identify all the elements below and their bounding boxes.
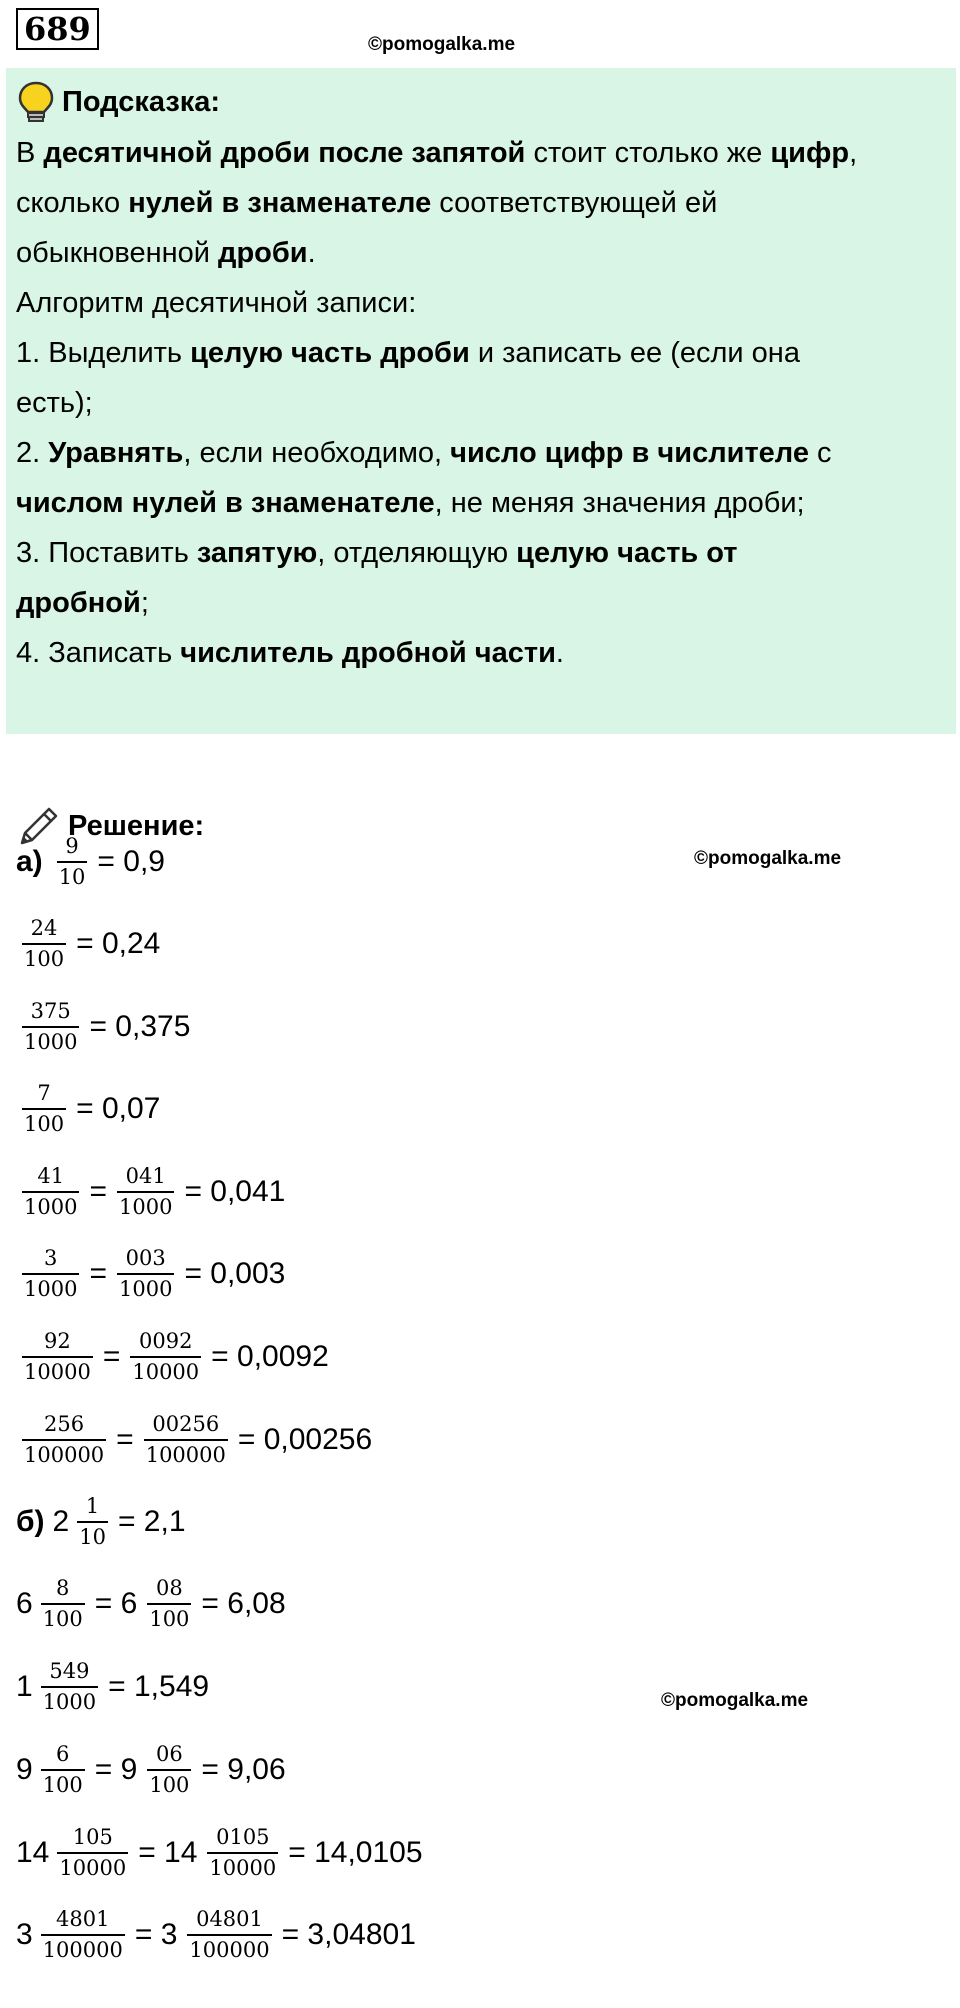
solution-row	[16, 1901, 420, 1969]
numerator: 24	[30, 916, 58, 940]
equation-text: = 0,9	[97, 845, 165, 878]
hint-bold-text: дробной	[16, 587, 141, 619]
numerator: 105	[72, 1825, 113, 1849]
numerator: 1	[85, 1494, 100, 1518]
equation-text: =	[89, 1257, 107, 1290]
hint-line	[16, 378, 946, 428]
fraction	[147, 1744, 191, 1796]
hint-text-segment: 4. Записать	[16, 637, 181, 669]
hint-title: Подсказка:	[62, 85, 221, 118]
equation-text: = 6,08	[201, 1587, 286, 1620]
hint-text-segment: есть);	[16, 387, 93, 419]
solution-row	[16, 1736, 290, 1804]
solution-row	[16, 910, 164, 978]
fraction	[22, 1083, 66, 1135]
hint-text-segment: и записать ее (если она	[469, 337, 800, 369]
lightbulb-icon	[16, 80, 56, 124]
equation-text: = 9,06	[201, 1753, 286, 1786]
fraction	[22, 1166, 79, 1218]
hint-bold-text: цифр	[770, 137, 850, 169]
hint-line	[16, 628, 946, 678]
denominator: 100	[41, 1603, 85, 1630]
numerator: 08	[156, 1576, 183, 1600]
watermark: ©pomogalka.me	[368, 34, 516, 55]
whole-part: 14	[16, 1836, 50, 1869]
hint-text-segment: В	[16, 137, 44, 169]
problem-number: 689	[16, 8, 99, 50]
hint-text-segment: 3. Поставить	[16, 537, 197, 569]
numerator: 0092	[139, 1329, 193, 1353]
equation-text: = 0,0092	[211, 1340, 329, 1373]
equation-text: = 0,041	[184, 1175, 286, 1208]
numerator: 9	[65, 834, 79, 858]
hint-bold-text: Уравнять	[48, 437, 184, 469]
numerator: 6	[56, 1742, 70, 1766]
denominator: 1000	[117, 1191, 174, 1218]
numerator: 8	[56, 1576, 70, 1600]
hint-line	[16, 578, 946, 628]
numerator: 04801	[196, 1907, 263, 1931]
fraction	[77, 1496, 108, 1548]
equation-text: = 3	[134, 1918, 178, 1951]
numerator: 0105	[216, 1825, 270, 1849]
numerator: 375	[30, 999, 71, 1023]
hint-text-segment: 1. Выделить	[16, 337, 191, 369]
whole-part: 6	[16, 1587, 33, 1620]
solution-row	[16, 828, 169, 896]
equation-text: = 0,00256	[237, 1423, 373, 1456]
whole-part: 3	[16, 1918, 33, 1951]
hint-bold-text: числом нулей в знаменателе	[16, 487, 435, 519]
hint-bold-text: целую часть дроби	[190, 337, 470, 369]
hint-text-segment: ;	[140, 587, 149, 619]
denominator: 10000	[207, 1852, 278, 1879]
fraction	[57, 836, 88, 888]
fraction	[22, 1331, 93, 1383]
numerator: 41	[37, 1164, 65, 1188]
fraction	[147, 1578, 191, 1630]
denominator: 1000	[22, 1273, 79, 1300]
equation-text: =	[116, 1423, 134, 1456]
hint-text-segment: .	[555, 637, 564, 669]
fraction	[22, 1414, 106, 1466]
fraction	[57, 1827, 128, 1879]
equation-text: = 9	[94, 1753, 138, 1786]
denominator: 100	[22, 943, 66, 970]
hint-bold-text: целую часть от	[516, 537, 738, 569]
solution-row	[16, 1406, 376, 1474]
denominator: 10	[77, 1521, 108, 1548]
numerator: 041	[125, 1164, 166, 1188]
hint-line	[16, 428, 946, 478]
fraction	[41, 1578, 85, 1630]
solution-row	[16, 1323, 333, 1391]
denominator: 10000	[130, 1356, 201, 1383]
whole-part: 2	[52, 1505, 70, 1538]
denominator: 1000	[22, 1026, 79, 1053]
denominator: 100	[147, 1769, 191, 1796]
denominator: 100	[22, 1108, 66, 1135]
denominator: 100000	[187, 1934, 271, 1961]
solution-row	[16, 1488, 190, 1556]
solution-row	[16, 1075, 164, 1143]
solution-row	[16, 993, 194, 1061]
hint-text	[16, 128, 946, 678]
numerator: 00256	[152, 1412, 220, 1436]
fraction	[187, 1909, 271, 1961]
hint-text-segment: , не меняя значения дроби;	[434, 487, 805, 519]
hint-text-segment: .	[307, 237, 316, 269]
equation-text: = 0,07	[76, 1092, 161, 1125]
denominator: 10	[57, 861, 88, 888]
equation-text: = 0,003	[184, 1257, 286, 1290]
fraction	[130, 1331, 201, 1383]
hint-text-segment: , отделяющую	[317, 537, 517, 569]
denominator: 100	[147, 1603, 191, 1630]
hint-bold-text: число цифр в числителе	[450, 437, 809, 469]
fraction	[41, 1661, 98, 1713]
solution-title: Решение:	[68, 809, 205, 842]
fraction	[22, 918, 66, 970]
hint-text-segment: , если необходимо,	[183, 437, 451, 469]
fraction	[22, 1001, 79, 1053]
hint-text-segment: Алгоритм десятичной записи:	[16, 287, 417, 319]
watermark: ©pomogalka.me	[661, 1690, 809, 1711]
hint-text-segment: 2.	[16, 437, 49, 469]
hint-text-segment: с	[808, 437, 832, 469]
hint-line	[16, 178, 946, 228]
denominator: 100	[41, 1769, 85, 1796]
denominator: 1000	[41, 1686, 98, 1713]
fraction	[117, 1248, 174, 1300]
fraction	[22, 1248, 79, 1300]
hint-bold-text: десятичной дроби после запятой	[43, 137, 526, 169]
whole-part: 1	[16, 1670, 33, 1703]
numerator: 549	[49, 1659, 90, 1683]
equation-text: = 14,0105	[288, 1836, 423, 1869]
denominator: 10000	[57, 1852, 128, 1879]
part-label: а)	[16, 845, 43, 878]
equation-text: = 6	[94, 1587, 138, 1620]
numerator: 06	[156, 1742, 183, 1766]
hint-panel	[6, 68, 956, 734]
equation-text: = 1,549	[108, 1670, 210, 1703]
hint-text-segment: сколько	[16, 187, 129, 219]
fraction	[207, 1827, 278, 1879]
part-label: б)	[16, 1505, 45, 1538]
numerator: 256	[44, 1412, 85, 1436]
denominator: 1000	[117, 1273, 174, 1300]
solution-row	[16, 1653, 213, 1721]
numerator: 3	[44, 1246, 58, 1270]
hint-text-segment: ,	[849, 137, 858, 169]
fraction	[117, 1166, 174, 1218]
denominator: 100000	[22, 1439, 106, 1466]
hint-bold-text: нулей в знаменателе	[128, 187, 432, 219]
whole-part: 9	[16, 1753, 33, 1786]
equation-text: = 14	[138, 1836, 198, 1869]
denominator: 100000	[41, 1934, 125, 1961]
fraction	[41, 1744, 85, 1796]
numerator: 92	[44, 1329, 71, 1353]
denominator: 1000	[22, 1191, 79, 1218]
fraction	[41, 1909, 125, 1961]
hint-line	[16, 478, 946, 528]
hint-line	[16, 128, 946, 178]
equation-text: =	[89, 1175, 107, 1208]
hint-bold-text: запятую	[196, 537, 318, 569]
denominator: 10000	[22, 1356, 93, 1383]
numerator: 4801	[56, 1907, 110, 1931]
hint-bold-text: числитель дробной части	[180, 637, 556, 669]
equation-text: = 2,1	[117, 1505, 186, 1538]
hint-line	[16, 528, 946, 578]
equation-text: = 0,375	[89, 1010, 191, 1043]
hint-bold-text: дроби	[218, 237, 308, 269]
hint-text-segment: обыкновенной	[16, 237, 219, 269]
numerator: 003	[125, 1246, 166, 1270]
hint-text-segment: соответствующей ей	[431, 187, 718, 219]
solution-row	[16, 1570, 290, 1638]
equation-text: = 3,04801	[281, 1918, 416, 1951]
hint-text-segment: стоит столько же	[525, 137, 771, 169]
hint-line	[16, 328, 946, 378]
solution-row	[16, 1240, 289, 1308]
watermark: ©pomogalka.me	[694, 848, 842, 869]
hint-line	[16, 228, 946, 278]
equation-text: =	[102, 1340, 121, 1373]
equation-text: = 0,24	[76, 927, 161, 960]
solution-row	[16, 1819, 427, 1887]
solution-row	[16, 1158, 289, 1226]
fraction	[144, 1414, 228, 1466]
hint-heading	[16, 76, 946, 128]
numerator: 7	[37, 1081, 51, 1105]
hint-line	[16, 278, 946, 328]
denominator: 100000	[144, 1439, 228, 1466]
